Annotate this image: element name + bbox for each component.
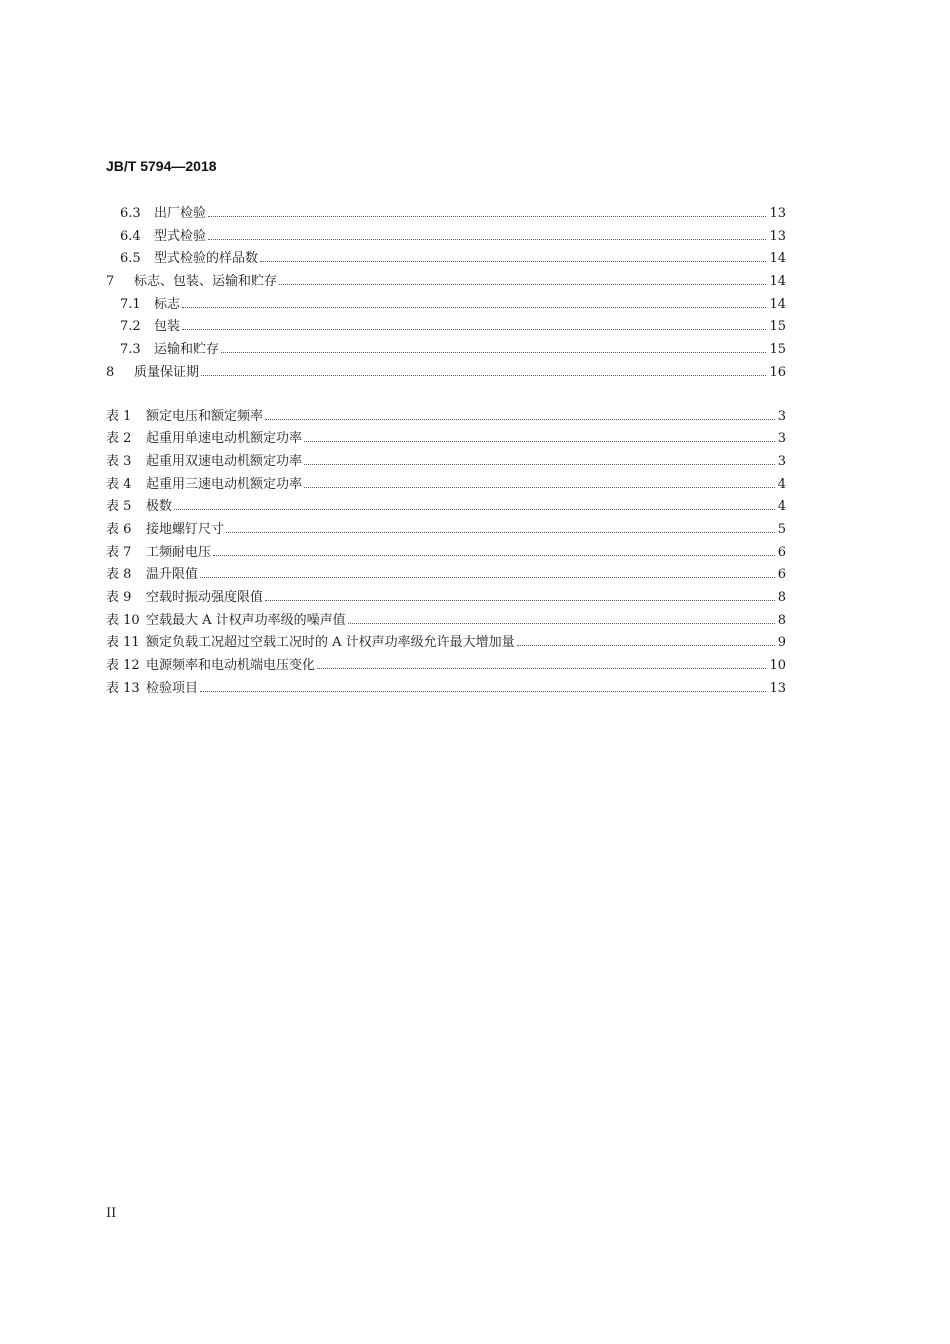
dot-leader (348, 623, 775, 624)
toc-entry-page: 15 (769, 319, 786, 335)
dot-leader (208, 216, 766, 217)
toc-entry[interactable] (106, 518, 786, 541)
dot-leader (226, 532, 775, 533)
toc-entry-title: 运输和贮存 (154, 342, 220, 358)
toc-entry-page: 14 (769, 274, 786, 290)
toc-entry-page: 6 (777, 544, 786, 560)
toc-entry-title: 型式检验的样品数 (154, 251, 259, 267)
toc-entry-page: 13 (769, 228, 786, 244)
toc-entry-page: 16 (769, 364, 786, 380)
toc-entry-page: 3 (777, 408, 786, 424)
toc-entry[interactable] (106, 270, 786, 293)
dot-leader (201, 375, 766, 376)
toc-entry[interactable] (106, 315, 786, 338)
toc-entry[interactable] (106, 450, 786, 473)
dot-leader (213, 555, 775, 556)
toc-entry-number: 7.3 (120, 342, 141, 358)
toc-entry-page: 8 (777, 590, 786, 605)
dot-leader (174, 509, 775, 510)
toc-entry-number: 7.2 (120, 319, 141, 335)
toc-entry[interactable] (106, 405, 786, 428)
toc-entry-title: 包装 (154, 319, 181, 335)
toc-entry[interactable] (106, 541, 786, 564)
toc-entry-title: 标志、包装、运输和贮存 (134, 274, 278, 290)
toc-entry[interactable] (106, 654, 786, 677)
dot-leader (304, 441, 775, 442)
toc-entry-page: 13 (769, 680, 786, 696)
toc-entry-number: 表 13 (106, 680, 140, 696)
dot-leader (260, 261, 766, 262)
toc-entry-page: 5 (777, 521, 786, 537)
dot-leader (304, 464, 775, 465)
toc-entry[interactable] (106, 293, 786, 316)
toc-entry[interactable] (106, 677, 786, 700)
toc-entry-page: 13 (769, 206, 786, 221)
toc-entry[interactable] (106, 427, 786, 450)
toc-entry[interactable] (106, 495, 786, 518)
toc-entry-number: 表 5 (106, 499, 132, 515)
toc-tables (106, 405, 786, 700)
toc-entry-page: 6 (777, 567, 786, 583)
toc-entry-page: 8 (777, 612, 786, 628)
page-number: II (106, 1206, 117, 1221)
toc-entry-number: 7.1 (120, 296, 141, 312)
toc-entry-title: 起重用单速电动机额定功率 (146, 431, 303, 447)
toc-entry-number: 表 10 (106, 612, 140, 628)
toc-entry-title: 质量保证期 (134, 364, 200, 380)
dot-leader (200, 577, 775, 578)
dot-leader (221, 352, 766, 353)
toc-entry-title: 额定负载工况超过空载工况时的 A 计权声功率级允许最大增加量 (146, 635, 515, 651)
toc-entry-number: 7 (106, 274, 115, 290)
toc-entry-number: 表 1 (106, 408, 132, 424)
toc-entry[interactable] (106, 563, 786, 586)
toc-entry-title: 标志 (154, 296, 181, 312)
dot-leader (265, 600, 775, 601)
toc-entry-page: 4 (777, 499, 786, 515)
dot-leader (182, 329, 766, 330)
toc-entry-page: 14 (769, 251, 786, 267)
dot-leader (208, 239, 766, 240)
toc-entry-number: 6.4 (120, 228, 141, 244)
toc-entry[interactable] (106, 609, 786, 632)
toc-entry-title: 接地螺钉尺寸 (146, 521, 225, 537)
toc-entry-page: 4 (777, 476, 786, 492)
toc-entry-number: 表 8 (106, 567, 132, 583)
toc-entry-title: 工频耐电压 (146, 544, 212, 560)
toc-entry-title: 极数 (146, 499, 173, 515)
toc-entry-number: 表 9 (106, 590, 132, 605)
toc-entry-number: 表 3 (106, 453, 132, 469)
toc-spacer (106, 384, 786, 405)
dot-leader (200, 691, 766, 692)
toc-entry-title: 起重用双速电动机额定功率 (146, 453, 303, 469)
dot-leader (265, 419, 775, 420)
toc-entry[interactable] (106, 631, 786, 654)
toc-entry-number: 表 4 (106, 476, 132, 492)
toc-entry[interactable] (106, 202, 786, 225)
toc-entry-title: 型式检验 (154, 228, 207, 244)
toc-entry[interactable] (106, 225, 786, 248)
dot-leader (317, 668, 766, 669)
toc-entry-page: 15 (769, 342, 786, 358)
toc-entry-page: 3 (777, 453, 786, 469)
toc-entry-number: 8 (106, 364, 115, 380)
toc-entry-number: 表 6 (106, 521, 132, 537)
toc-entry-page: 9 (777, 635, 786, 651)
toc-entry[interactable] (106, 338, 786, 361)
toc-entry-title: 起重用三速电动机额定功率 (146, 476, 303, 492)
toc-entry-title: 温升限值 (146, 567, 199, 583)
dot-leader (304, 487, 775, 488)
toc-entry-title: 出厂检验 (154, 206, 207, 221)
toc-entry[interactable] (106, 361, 786, 384)
toc-entry-title: 空载最大 A 计权声功率级的噪声值 (146, 612, 346, 628)
toc-entry-number: 表 12 (106, 658, 140, 674)
toc-entry-title: 额定电压和额定频率 (146, 408, 264, 424)
table-of-contents (106, 202, 786, 699)
toc-entry[interactable] (106, 473, 786, 496)
toc-entry-number: 表 11 (106, 635, 140, 651)
toc-entry-number: 表 7 (106, 544, 132, 560)
toc-entry-number: 6.3 (120, 206, 141, 221)
toc-entry-page: 14 (769, 296, 786, 312)
toc-sections (106, 202, 786, 384)
toc-entry-number: 表 2 (106, 431, 132, 447)
toc-entry-title: 检验项目 (146, 680, 199, 696)
toc-entry-number: 6.5 (120, 251, 141, 267)
toc-entry[interactable] (106, 247, 786, 270)
dot-leader (517, 645, 775, 646)
toc-entry[interactable] (106, 586, 786, 609)
document-id-header: JB/T 5794—2018 (106, 158, 217, 174)
toc-entry-title: 空载时振动强度限值 (146, 590, 264, 605)
toc-entry-page: 3 (777, 431, 786, 447)
toc-entry-page: 10 (769, 658, 786, 674)
toc-entry-title: 电源频率和电动机端电压变化 (146, 658, 316, 674)
dot-leader (182, 307, 766, 308)
dot-leader (279, 284, 766, 285)
